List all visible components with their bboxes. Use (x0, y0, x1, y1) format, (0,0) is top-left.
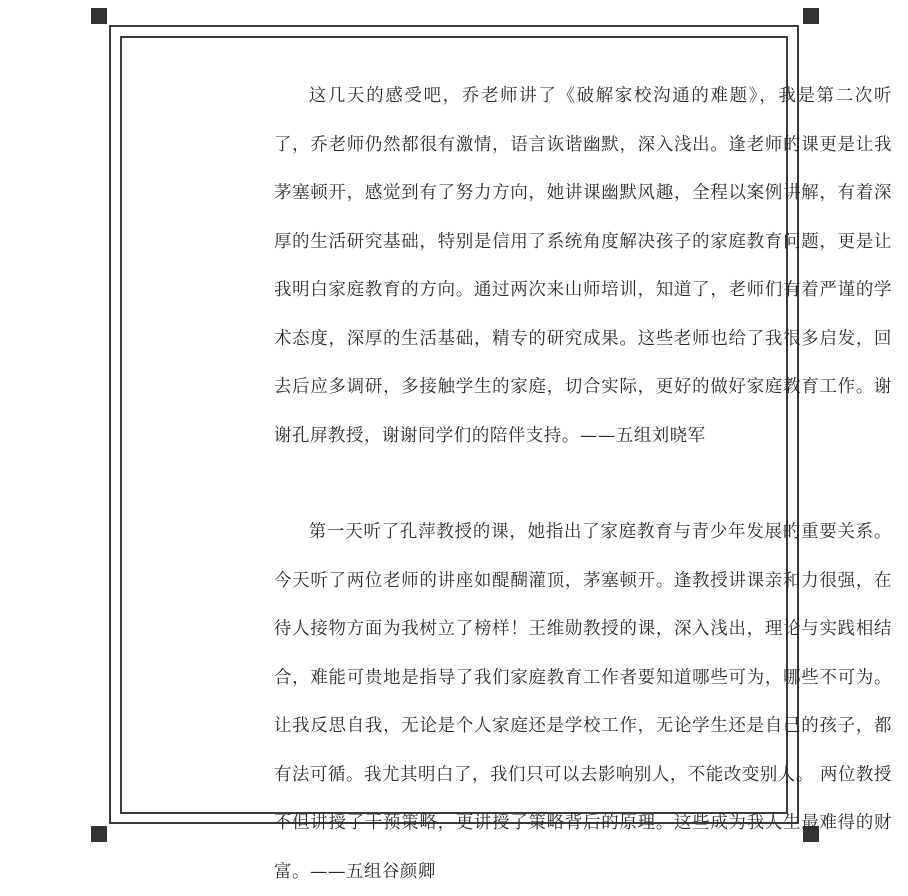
inner-border-frame[interactable] (120, 36, 892, 882)
resize-handle-top-right[interactable] (803, 8, 819, 24)
text-body (274, 72, 892, 896)
paragraph-feedback-2: 第一天听了孔萍教授的课，她指出了家庭教育与青少年发展的重要关系。今天听了两位老师的讲座如醍醐灌顶，茅塞顿开。逢教授讲课亲和力很强，在待人接物方面为我树立了榜样！王维勋教授的课，深入浅出，理论与实践相结合，难能可贵地是指导了我们家庭教育工作者要知道哪些可为，哪些不可为。让我反思自我，无论是个人家庭还是学校工作，无论学生还是自己的孩子，都有法可循。我尤其明白了，我们只可以去影响别人，不能改变别人。 两位教授不但讲授了干预策略，更讲授了策略背后的原理。这些成为我人生最难得的财富。——五组谷颜卿 (274, 522, 892, 882)
resize-handle-bottom-left[interactable] (91, 826, 107, 842)
paragraph-feedback-1: 这几天的感受吧，乔老师讲了《破解家校沟通的难题》，我是第二次听了，乔老师仍然都很有激情，语言诙谐幽默，深入浅出。逢老师的课更是让我茅塞顿开，感觉到有了努力方向，她讲课幽默风趣，全程以案例讲解，有着深厚的生活研究基础，特别是信用了系统角度解决孩子的家庭教育问题，更是让我明白家庭教育的方向。通过两次来山师培训，知道了，老师们有着严谨的学术态度，深厚的生活基础，精专的研究成果。这些老师也给了我很多启发，回去后应多调研，多接触学生的家庭，切合实际，更好的做好家庭教育工作。谢谢孔屏教授，谢谢同学们的陪伴支持。——五组刘晓军 (274, 86, 892, 446)
resize-handle-top-left[interactable] (91, 8, 107, 24)
paragraph-spacer (274, 460, 892, 508)
